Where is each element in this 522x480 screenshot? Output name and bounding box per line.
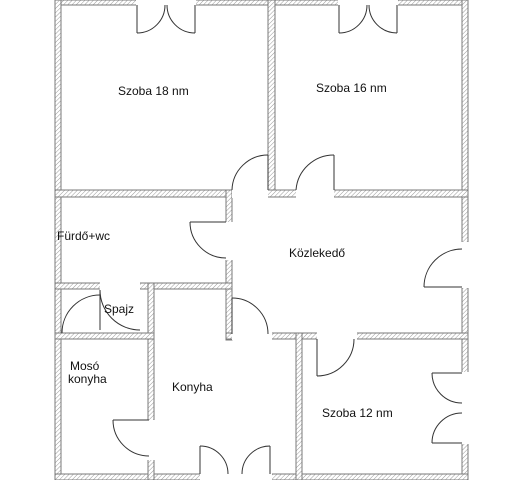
- wall-kitchen-room12: [296, 333, 302, 480]
- room-label-konyha: Konyha: [172, 380, 213, 394]
- wall-under-bath: [55, 283, 232, 289]
- wall-top: [55, 0, 467, 5]
- wall-spajz-bottom: [55, 333, 154, 339]
- room-label-kozlekedo: Közlekedő: [289, 246, 346, 260]
- wall-top-rooms-divider: [268, 0, 275, 196]
- room-label-spajz: Spajz: [104, 302, 135, 316]
- room-label-szoba-16: Szoba 16 nm: [316, 81, 387, 95]
- doors: [62, 0, 469, 480]
- walls: [55, 0, 468, 480]
- room-label-moso-line1: Mosó: [70, 359, 100, 373]
- room-label-szoba-18: Szoba 18 nm: [118, 84, 189, 98]
- room-labels: [57, 81, 393, 420]
- room-label-moso-line2: konyha: [68, 372, 107, 386]
- room-label-szoba-12: Szoba 12 nm: [322, 406, 393, 420]
- wall-bath-corridor: [226, 190, 232, 340]
- room-label-furdo: Fürdő+wc: [57, 229, 111, 243]
